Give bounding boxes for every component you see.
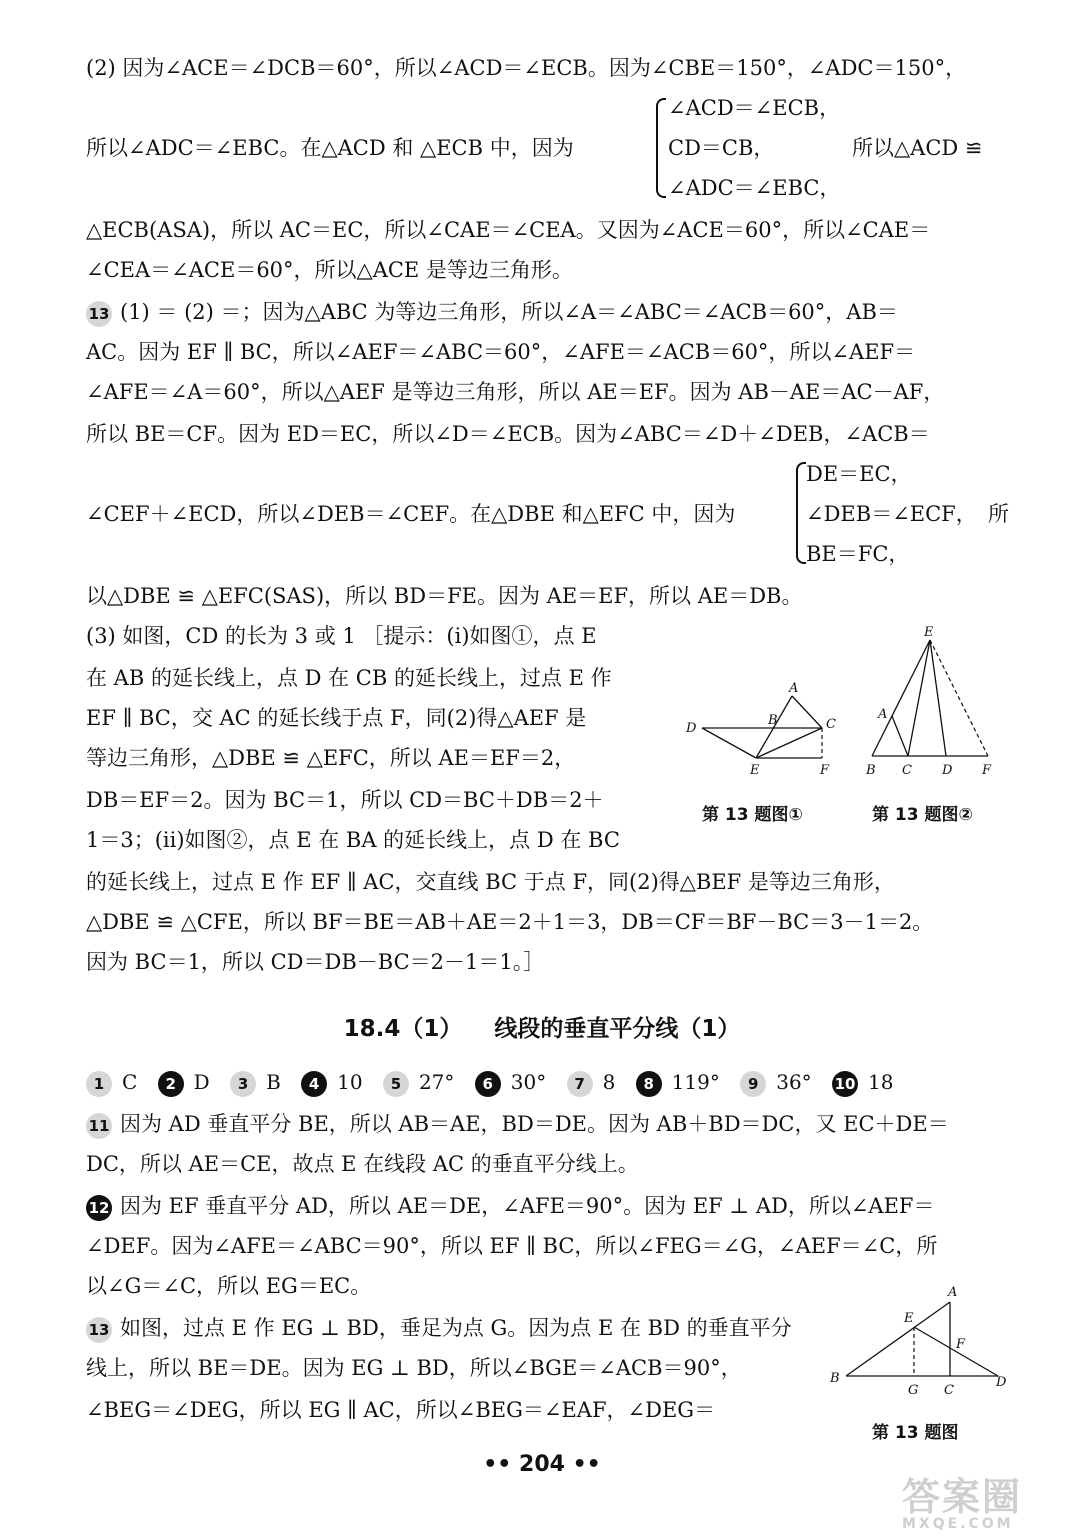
text-line: 所以△ACD ≌ <box>852 136 983 160</box>
watermark-text: 答案圈 <box>902 1475 1023 1519</box>
question-number-badge: 13 <box>86 1317 112 1343</box>
point-label: E <box>904 1311 914 1326</box>
question-number-badge: 2 <box>158 1071 184 1097</box>
text-line: 因为 EF 垂直平分 AD，所以 AE＝DE，∠AFE＝90°。因为 EF ⊥ AD，所以∠AEF＝ <box>120 1194 935 1218</box>
text-line: ∠CEA＝∠ACE＝60°，所以△ACE 是等边三角形。 <box>86 258 573 282</box>
text-line: (2) 因为∠ACE＝∠DCB＝60°，所以∠ACD＝∠ECB。因为∠CBE＝150°，∠ADC＝150°， <box>86 56 967 80</box>
answers-row <box>86 1068 907 1097</box>
text-line: 所以 BE＝CF。因为 ED＝EC，所以∠D＝∠ECB。因为∠ABC＝∠D＋∠DEB，∠ACB＝ <box>86 422 930 446</box>
answer-item <box>636 1068 720 1097</box>
text-line: (3) 如图，CD 的长为 3 或 1 ［提示：(i)如图①，点 E <box>86 624 597 648</box>
point-label: F <box>982 763 992 778</box>
text-line: 所 <box>988 502 1009 526</box>
point-label: D <box>686 721 697 736</box>
figure-caption: 第 13 题图① <box>702 805 803 825</box>
answer-item <box>158 1068 210 1097</box>
question-13-first-line <box>86 1314 792 1343</box>
text-line: EF ∥ BC，交 AC 的延长线于点 F，同(2)得△AEF 是 <box>86 706 587 730</box>
answer-item <box>475 1068 546 1097</box>
point-label: B <box>768 713 778 728</box>
text-line: 的延长线上，过点 E 作 EF ∥ AC，交直线 BC 于点 F，同(2)得△BEF 是等边三角形， <box>86 870 895 894</box>
point-label: D <box>996 1375 1007 1390</box>
answer-item <box>567 1068 616 1097</box>
figure-13-1 <box>680 680 850 780</box>
system-eq: BE＝FC， <box>806 542 910 566</box>
answer-item <box>301 1068 362 1097</box>
question-12-first-line <box>86 1192 935 1221</box>
system-brace <box>656 98 666 198</box>
text-line: ∠BEG＝∠DEG，所以 EG ∥ AC，所以∠BEG＝∠EAF，∠DEG＝ <box>86 1398 716 1422</box>
question-11-first-line <box>86 1110 949 1139</box>
answer-item <box>86 1068 137 1097</box>
text-line: ∠DEF。因为∠AFE＝∠ABC＝90°，所以 EF ∥ BC，所以∠FEG＝∠G，∠AEF＝∠C，所 <box>86 1234 938 1258</box>
point-label: E <box>924 625 934 640</box>
figure-13-2 <box>860 622 1000 782</box>
system-eq: ∠ACD＝∠ECB， <box>668 96 841 120</box>
text-line: 因为 AD 垂直平分 BE，所以 AB＝AE，BD＝DE。因为 AB＋BD＝DC，又 EC＋DE＝ <box>120 1112 949 1136</box>
point-label: B <box>830 1371 840 1386</box>
system-eq: DE＝EC， <box>806 462 912 486</box>
answer-item <box>383 1068 454 1097</box>
answer-item <box>832 1068 893 1097</box>
answer-value: B <box>266 1070 281 1094</box>
watermark-logo <box>902 1475 1072 1532</box>
system-eq: ∠DEB＝∠ECF， <box>806 502 977 526</box>
text-line: (1) ＝ (2) ＝；因为△ABC 为等边三角形，所以∠A＝∠ABC＝∠ACB＝60°，AB＝ <box>120 300 898 324</box>
question-number-badge: 8 <box>636 1071 662 1097</box>
point-label: A <box>878 707 888 722</box>
answer-value: 36° <box>776 1070 812 1094</box>
answer-value: 8 <box>602 1070 616 1094</box>
question-number-badge: 12 <box>86 1195 112 1221</box>
text-line: 等边三角形，△DBE ≌ △EFC，所以 AE＝EF＝2， <box>86 746 576 770</box>
text-line: △ECB(ASA)，所以 AC＝EC，所以∠CAE＝∠CEA。又因为∠ACE＝60°，所以∠CAE＝ <box>86 218 931 242</box>
text-line: 线上，所以 BE＝DE。因为 EG ⊥ BD，所以∠BGE＝∠ACB＝90°， <box>86 1356 742 1380</box>
point-label: F <box>956 1337 966 1352</box>
question-number-badge: 3 <box>230 1071 256 1097</box>
question-number-badge: 10 <box>832 1071 858 1097</box>
text-line: 因为 BC＝1，所以 CD＝DB－BC＝2－1＝1。］ <box>86 950 545 974</box>
text-line: 以△DBE ≌ △EFC(SAS)，所以 BD＝FE。因为 AE＝EF，所以 AE＝DB。 <box>86 584 803 608</box>
question-number-badge: 1 <box>86 1071 112 1097</box>
system-brace <box>796 462 806 564</box>
answer-value: 27° <box>418 1070 455 1094</box>
watermark-url: MXQE.COM <box>902 1516 1014 1532</box>
answer-value: C <box>122 1070 138 1094</box>
text-line: DB＝EF＝2。因为 BC＝1，所以 CD＝BC＋DB＝2＋ <box>86 788 604 812</box>
answer-item <box>230 1068 281 1097</box>
point-label: C <box>944 1383 954 1398</box>
answer-item <box>740 1068 811 1097</box>
text-line: DC，所以 AE＝CE，故点 E 在线段 AC 的垂直平分线上。 <box>86 1152 639 1176</box>
text-line: 1＝3；(ii)如图②，点 E 在 BA 的延长线上，点 D 在 BC <box>86 828 620 852</box>
point-label: C <box>902 763 912 778</box>
question-number-badge: 7 <box>567 1071 593 1097</box>
answer-value: 10 <box>337 1070 363 1094</box>
page-number: •• 204 •• <box>483 1452 601 1477</box>
figure-caption: 第 13 题图② <box>872 805 973 825</box>
question-number-badge: 4 <box>301 1071 327 1097</box>
text-line: ∠CEF＋∠ECD，所以∠DEB＝∠CEF。在△DBE 和△EFC 中，因为 <box>86 502 736 526</box>
point-label: G <box>908 1383 919 1398</box>
question-number-badge: 11 <box>86 1113 112 1139</box>
question-13-first-line <box>86 298 898 327</box>
answer-value: D <box>193 1070 210 1094</box>
figure-caption: 第 13 题图 <box>872 1423 959 1443</box>
text-line: AC。因为 EF ∥ BC，所以∠AEF＝∠ABC＝60°，∠AFE＝∠ACB＝60°，所以∠AEF＝ <box>86 340 916 364</box>
text-line: △DBE ≌ △CFE，所以 BF＝BE＝AB＋AE＝2＋1＝3，DB＝CF＝BF－BC＝3－1＝2。 <box>86 910 934 934</box>
question-number-badge: 5 <box>383 1071 409 1097</box>
text-line: 如图，过点 E 作 EG ⊥ BD，垂足为点 G。因为点 E 在 BD 的垂直平分 <box>120 1316 792 1340</box>
answer-value: 119° <box>671 1070 720 1094</box>
question-number-badge: 13 <box>86 301 112 327</box>
point-label: C <box>826 717 836 732</box>
system-eq: ∠ADC＝∠EBC， <box>668 176 841 200</box>
question-number-badge: 6 <box>475 1071 501 1097</box>
question-number-badge: 9 <box>740 1071 766 1097</box>
figure-13-section <box>826 1280 1016 1400</box>
point-label: F <box>820 763 830 778</box>
section-number: 18.4（1） <box>343 1016 463 1042</box>
point-label: A <box>789 681 799 696</box>
answer-value: 18 <box>868 1070 894 1094</box>
text-line: ∠AFE＝∠A＝60°，所以△AEF 是等边三角形，所以 AE＝EF。因为 AB－AE＝AC－AF， <box>86 380 945 404</box>
point-label: A <box>948 1285 958 1300</box>
text-line: 所以∠ADC＝∠EBC。在△ACD 和 △ECB 中，因为 <box>86 136 574 160</box>
text-line: 在 AB 的延长线上，点 D 在 CB 的延长线上，过点 E 作 <box>86 666 612 690</box>
section-title: 线段的垂直平分线（1） <box>494 1016 741 1042</box>
point-label: E <box>750 763 760 778</box>
section-heading <box>0 1010 1084 1043</box>
system-eq: CD＝CB， <box>668 136 775 160</box>
point-label: D <box>942 763 953 778</box>
text-line: 以∠G＝∠C，所以 EG＝EC。 <box>86 1274 372 1298</box>
point-label: B <box>866 763 876 778</box>
answer-value: 30° <box>510 1070 547 1094</box>
